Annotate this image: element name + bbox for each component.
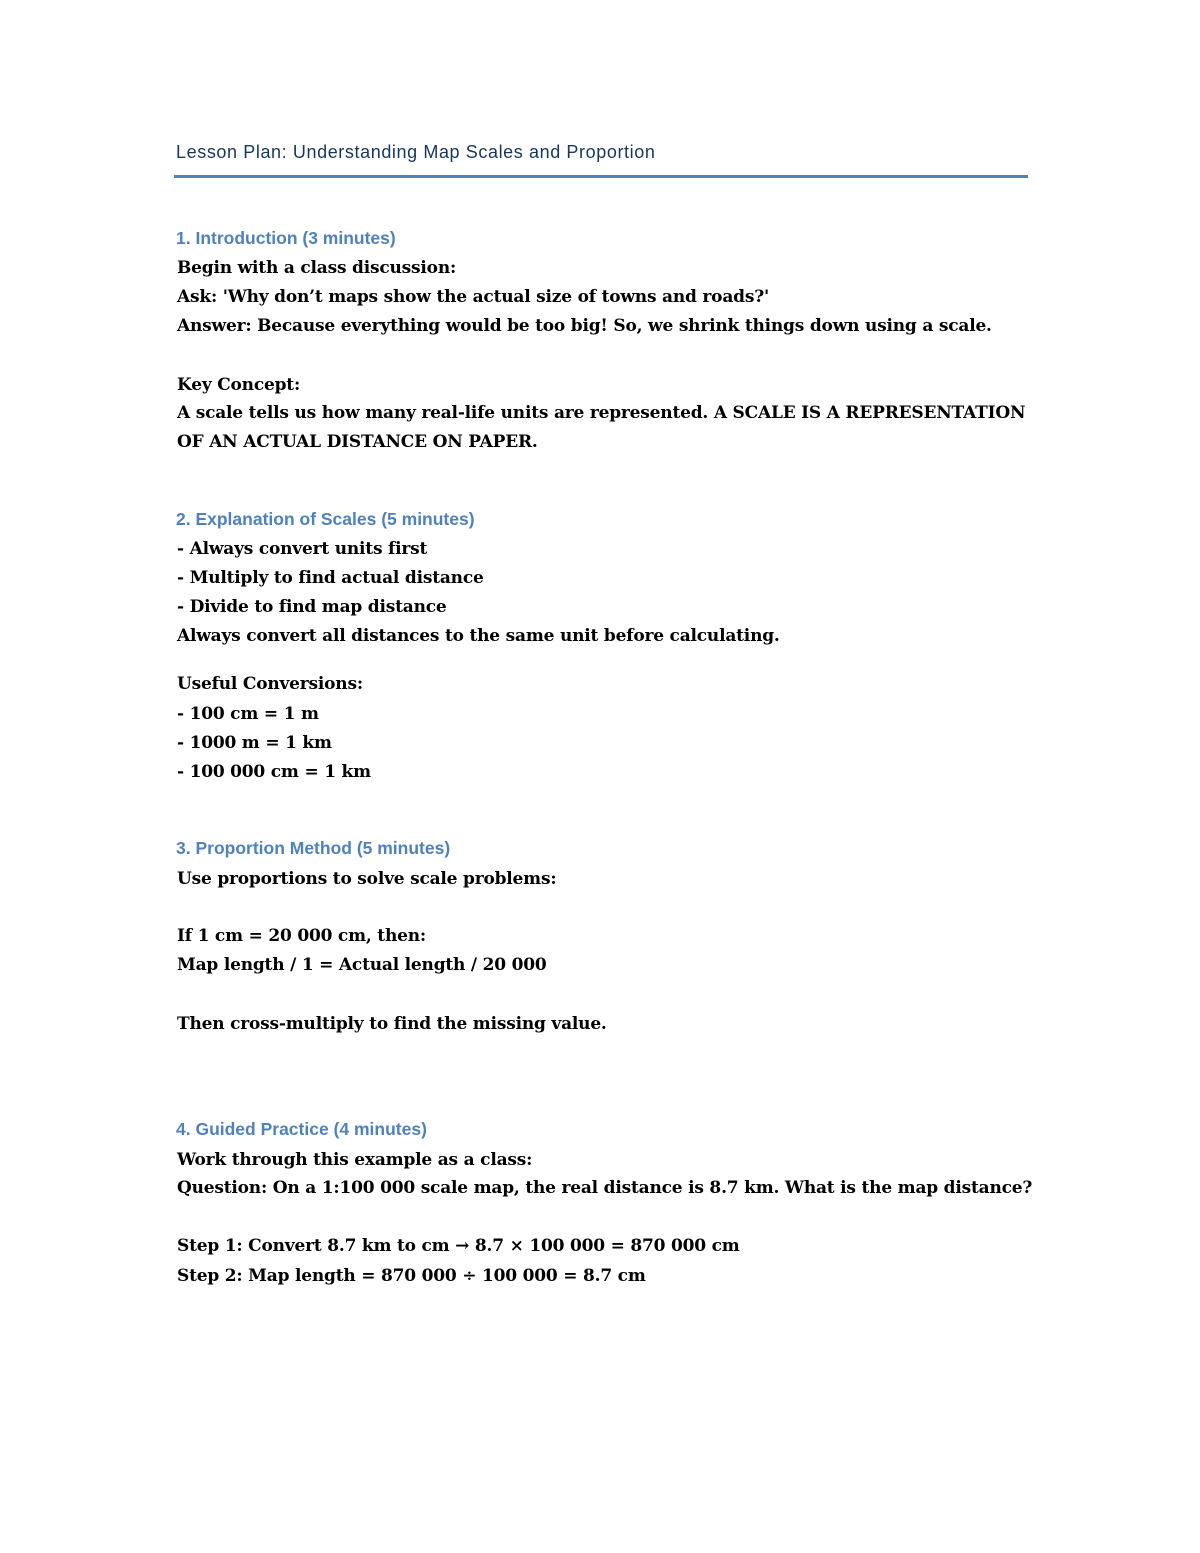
proportion-formula: Map length / 1 = Actual length / 20 000 xyxy=(177,955,547,975)
section-heading-introduction: 1. Introduction (3 minutes) xyxy=(176,228,396,248)
explanation-bullet: - Always convert units first xyxy=(177,539,428,559)
intro-line: Answer: Because everything would be too big! So, we shrink things down using a scale. xyxy=(177,316,992,336)
section-heading-explanation: 2. Explanation of Scales (5 minutes) xyxy=(176,509,475,529)
key-concept-label: Key Concept: xyxy=(177,375,301,395)
proportion-line: If 1 cm = 20 000 cm, then: xyxy=(177,926,426,946)
title-underline xyxy=(174,175,1028,178)
document-title: Lesson Plan: Understanding Map Scales and Proportion xyxy=(176,142,656,162)
proportion-line: Use proportions to solve scale problems: xyxy=(177,869,557,889)
intro-line: Ask: 'Why don’t maps show the actual size of towns and roads?' xyxy=(177,287,769,307)
section-heading-practice: 4. Guided Practice (4 minutes) xyxy=(176,1119,427,1139)
explanation-bullet: - Divide to find map distance xyxy=(177,597,447,617)
key-concept-text: OF AN ACTUAL DISTANCE ON PAPER. xyxy=(177,432,538,452)
practice-line: Work through this example as a class: xyxy=(177,1150,533,1170)
conversions-label: Useful Conversions: xyxy=(177,674,363,694)
conversion-item: - 1000 m = 1 km xyxy=(177,733,332,753)
key-concept-text: A scale tells us how many real-life units are represented. A SCALE IS A REPRESENTATION xyxy=(177,403,1026,423)
practice-question: Question: On a 1:100 000 scale map, the real distance is 8.7 km. What is the map distance? xyxy=(177,1178,1033,1198)
conversion-item: - 100 000 cm = 1 km xyxy=(177,762,371,782)
proportion-line: Then cross-multiply to find the missing value. xyxy=(177,1014,607,1034)
conversion-item: - 100 cm = 1 m xyxy=(177,704,319,724)
practice-step: Step 2: Map length = 870 000 ÷ 100 000 = 8.7 cm xyxy=(177,1266,646,1286)
explanation-bullet: - Multiply to find actual distance xyxy=(177,568,484,588)
section-heading-proportion: 3. Proportion Method (5 minutes) xyxy=(176,838,451,858)
explanation-note: Always convert all distances to the same unit before calculating. xyxy=(177,626,780,646)
practice-step: Step 1: Convert 8.7 km to cm → 8.7 × 100 000 = 870 000 cm xyxy=(177,1236,740,1256)
intro-line: Begin with a class discussion: xyxy=(177,258,457,278)
